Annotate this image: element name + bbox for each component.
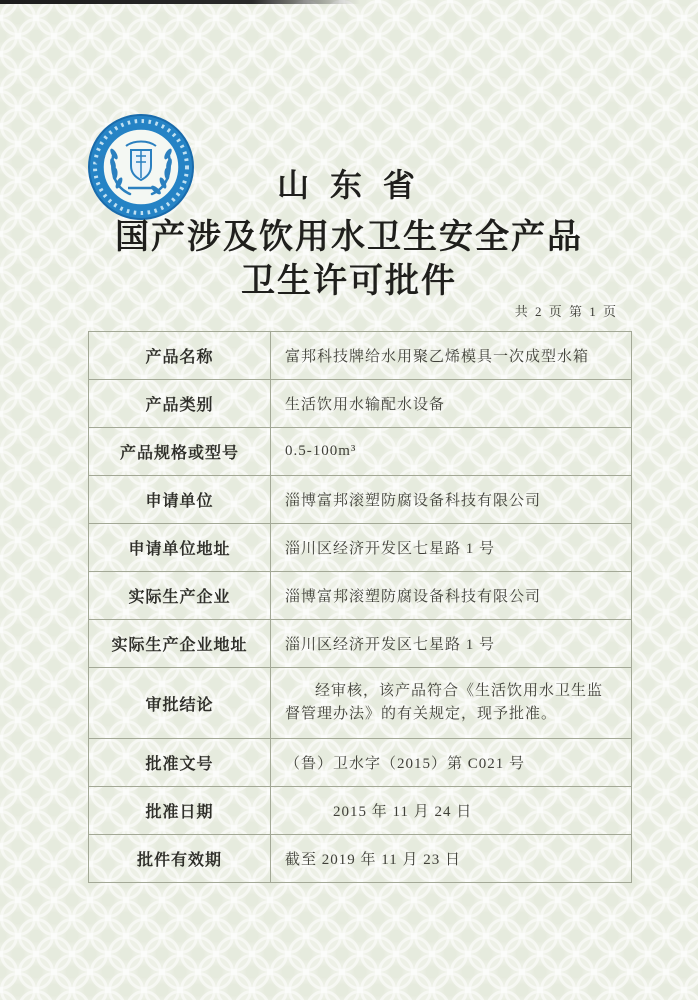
field-label: 实际生产企业 — [89, 572, 271, 620]
table-row-approval-number — [89, 739, 632, 787]
field-value: 淄川区经济开发区七星路 1 号 — [271, 620, 632, 668]
field-label: 实际生产企业地址 — [89, 620, 271, 668]
field-value: 淄博富邦滚塑防腐设备科技有限公司 — [271, 476, 632, 524]
scan-edge-artifact — [0, 0, 360, 4]
title-product-scope: 国产涉及饮用水卫生安全产品 — [115, 218, 583, 256]
field-value: 经审核，该产品符合《生活饮用水卫生监督管理办法》的有关规定，现予批准。 — [271, 668, 632, 739]
table-row-validity-period — [89, 835, 632, 883]
field-label: 产品类别 — [89, 380, 271, 428]
field-value: 淄川区经济开发区七星路 1 号 — [271, 524, 632, 572]
table-row-manufacturer — [89, 572, 632, 620]
table-row-product-category — [89, 380, 632, 428]
title-license-type: 卫生许可批件 — [241, 261, 457, 300]
field-label: 审批结论 — [89, 668, 271, 739]
field-label: 产品规格或型号 — [89, 428, 271, 476]
title-province: 山 东 省 — [277, 167, 421, 203]
table-row-approval-conclusion — [89, 668, 632, 739]
field-value: （鲁）卫水字（2015）第 C021 号 — [271, 739, 632, 787]
table-row-approval-date — [89, 787, 632, 835]
document-title-block — [0, 160, 698, 303]
table-row-applicant — [89, 476, 632, 524]
license-detail-table — [88, 331, 632, 883]
page-indicator: 共 2 页 第 1 页 — [514, 304, 618, 319]
table-row-applicant-address — [89, 524, 632, 572]
field-label: 批准文号 — [89, 739, 271, 787]
field-label: 申请单位 — [89, 476, 271, 524]
field-value: 截至 2019 年 11 月 23 日 — [271, 835, 632, 883]
field-value: 0.5-100m³ — [271, 428, 632, 476]
field-label: 申请单位地址 — [89, 524, 271, 572]
table-row-manufacturer-address — [89, 620, 632, 668]
field-label: 批准日期 — [89, 787, 271, 835]
field-label: 批件有效期 — [89, 835, 271, 883]
field-value: 富邦科技牌给水用聚乙烯模具一次成型水箱 — [271, 332, 632, 380]
table-row-product-spec — [89, 428, 632, 476]
field-value: 淄博富邦滚塑防腐设备科技有限公司 — [271, 572, 632, 620]
field-label: 产品名称 — [89, 332, 271, 380]
table-row-product-name — [89, 332, 632, 380]
field-value: 生活饮用水输配水设备 — [271, 380, 632, 428]
field-value: 2015 年 11 月 24 日 — [271, 787, 632, 835]
